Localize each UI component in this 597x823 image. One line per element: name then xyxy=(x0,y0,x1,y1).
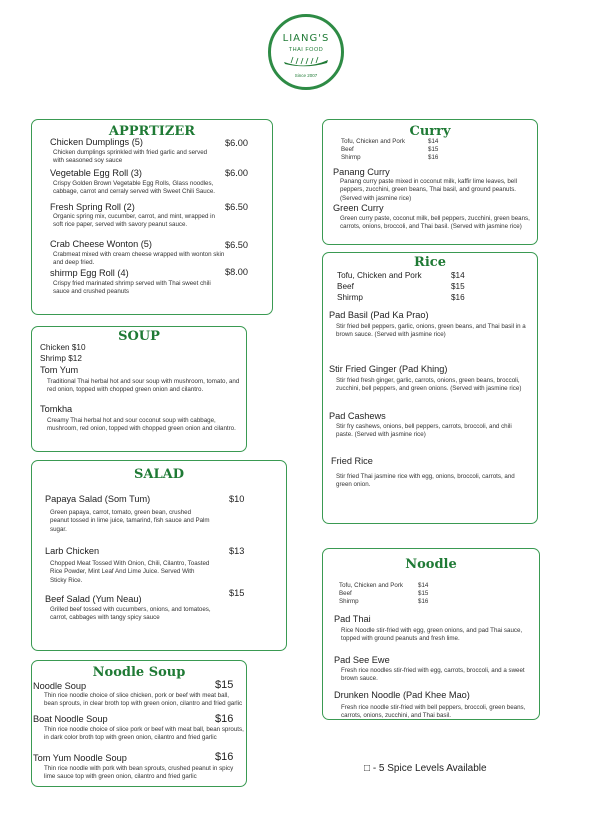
spice-level-note: □ - 5 Spice Levels Available xyxy=(364,763,487,774)
menu-item-price: $6.00 xyxy=(225,168,248,178)
menu-item-name: Tom Yum xyxy=(40,365,79,375)
protein-price: $15 xyxy=(428,146,439,153)
menu-item-name: Pad Thai xyxy=(334,614,371,624)
soup-price-chicken: Chicken $10 xyxy=(40,343,86,352)
menu-item-name: Crab Cheese Wonton (5) xyxy=(50,239,152,249)
menu-item-desc: Panang curry paste mixed in coconut milk, kaffir lime leaves, bell peppers, zucchini, green beans, Thai basil, and ground peanuts. (Served with jasmine rice) xyxy=(340,178,517,202)
protein-name: Tofu, Chicken and Pork xyxy=(337,271,422,280)
salad-heading: SALAD xyxy=(134,467,184,482)
menu-item-name: Vegetable Egg Roll (3) xyxy=(50,168,142,178)
menu-item-desc: Stir fried Thai jasmine rice with egg, onions, broccoli, carrots, and green onion. xyxy=(336,473,515,489)
menu-item-desc: Crabmeat mixed with cream cheese wrapped with wonton skin and deep fried. xyxy=(53,251,225,267)
menu-item-desc: Stir fry cashews, onions, bell peppers, carrots, broccoli, and chili paste. (Served with jasmine rice) xyxy=(336,423,512,439)
rice-heading: Rice xyxy=(414,255,446,270)
menu-item-name: Pad Basil (Pad Ka Prao) xyxy=(329,310,429,320)
restaurant-logo xyxy=(268,14,344,90)
protein-price: $15 xyxy=(451,282,465,291)
protein-name: Shirmp xyxy=(337,293,363,302)
menu-item-name: Beef Salad (Yum Neau) xyxy=(45,594,142,604)
rice-section xyxy=(322,252,538,524)
menu-item-desc: Green curry paste, coconut milk, bell peppers, zucchini, green beans, carrots, onions, broccoli, and Thai basil. (Served with jasmine rice) xyxy=(340,215,530,231)
protein-name: Tofu, Chicken and Pork xyxy=(339,582,403,589)
curry-section xyxy=(322,119,538,245)
menu-item-price: $6.50 xyxy=(225,202,248,212)
menu-item-name: Boat Noodle Soup xyxy=(33,714,108,724)
protein-price: $14 xyxy=(428,138,439,145)
menu-item-price: $13 xyxy=(229,546,245,556)
menu-item-price: $15 xyxy=(215,679,234,691)
protein-name: Shirmp xyxy=(341,154,361,161)
noodle-heading: Noodle xyxy=(405,557,457,572)
protein-price: $16 xyxy=(451,293,465,302)
menu-item-desc: Organic spring mix, cucumber, carrot, and mint, wrapped in soft rice paper, served with savory peanut sauce. xyxy=(53,213,215,229)
noodle-soup-heading: Noodle Soup xyxy=(92,665,186,680)
menu-item-desc: Green papaya, carrot, tomato, green bean, crushed peanut tossed in lime juice, tamarind, fish sauce and Palm sugar. xyxy=(50,509,210,533)
protein-name: Beef xyxy=(339,590,352,597)
menu-item-desc: Rice Noodle stir-fried with egg, green onions, and pad Thai sauce, topped with ground peanuts and fresh lime. xyxy=(341,627,523,643)
menu-item-desc: Grilled beef tossed with cucumbers, onions, and tomatoes, carrot, cabbages with tangy spicy sauce xyxy=(50,606,211,622)
protein-price: $16 xyxy=(418,598,429,605)
menu-item-desc: Stir fried bell peppers, garlic, onions, green beans, and Thai basil in a brown sauce. (Served with jasmine rice) xyxy=(336,323,526,339)
menu-item-name: Pad See Ewe xyxy=(334,655,390,665)
menu-item-name: Noodle Soup xyxy=(33,681,87,691)
menu-item-desc: Thin rice noodle choice of slice pork or beef with meat ball, bean sprouts, in dark color broth top with green onion, cilantro and fried garlic xyxy=(44,726,244,742)
menu-item-price: $16 xyxy=(215,713,234,725)
appetizer-section xyxy=(31,119,273,315)
menu-item-name: Papaya Salad (Som Tum) xyxy=(45,494,151,504)
menu-item-name: Green Curry xyxy=(333,203,384,213)
soup-section xyxy=(31,326,247,452)
menu-item-name: Pad Cashews xyxy=(329,411,386,421)
menu-item-name: Panang Curry xyxy=(333,167,390,177)
menu-item-desc: Traditional Thai herbal hot and sour soup with mushroom, tomato, and red onion, topped with chopped green onion and cilantro. xyxy=(47,378,240,394)
logo-subtitle: THAI FOOD xyxy=(288,47,324,53)
protein-price: $15 xyxy=(418,590,429,597)
menu-item-name: Drunken Noodle (Pad Khee Mao) xyxy=(334,690,470,700)
soup-heading: SOUP xyxy=(118,329,160,344)
protein-price: $14 xyxy=(451,271,465,280)
menu-item-name: Larb Chicken xyxy=(45,546,100,556)
menu-item-price: $6.00 xyxy=(225,138,248,148)
menu-item-name: shirmp Egg Roll (4) xyxy=(50,268,129,278)
salad-section xyxy=(31,460,287,651)
logo-since: Since 2007 xyxy=(294,73,318,78)
menu-item-desc: Fresh rice noodle stir-fried with bell peppers, broccoli, green beans, carrots, onions, zucchini, and Thai basil. xyxy=(341,704,526,720)
menu-item-price: $6.50 xyxy=(225,240,248,250)
protein-price: $16 xyxy=(428,154,439,161)
menu-item-desc: Crispy fried marinated shrimp served with Thai sweet chili sauce and crushed peanuts xyxy=(53,280,211,296)
longboat-icon xyxy=(283,56,329,68)
protein-price: $14 xyxy=(418,582,429,589)
menu-item-desc: Chicken dumplings sprinkled with fried garlic and served with seasoned soy sauce xyxy=(53,149,208,165)
menu-item-name: Chicken Dumplings (5) xyxy=(50,137,143,147)
menu-item-name: Tom Yum Noodle Soup xyxy=(33,753,127,763)
menu-item-desc: Chopped Meat Tossed With Onion, Chili, Cilantro, Toasted Rice Powder, Mint Leaf And Lime Juice. Served With Sticky Rice. xyxy=(50,560,210,584)
menu-item-desc: Fresh rice noodles stir-fried with egg, carrots, broccoli, and a sweet brown sauce. xyxy=(341,667,525,683)
protein-name: Shirmp xyxy=(339,598,359,605)
logo-title: LIANG'S xyxy=(282,33,330,44)
menu-item-desc: Crispy Golden Brown Vegetable Egg Rolls, Glass noodles, cabbage, carrot and cerraly served with Sweet Chili Sauce. xyxy=(53,180,215,196)
protein-name: Beef xyxy=(337,282,354,291)
menu-item-name: Stir Fried Ginger (Pad Khing) xyxy=(329,364,448,374)
menu-item-price: $15 xyxy=(229,588,245,598)
menu-item-price: $16 xyxy=(215,751,234,763)
appetizer-heading: APPRTIZER xyxy=(108,124,196,139)
menu-item-name: Tomkha xyxy=(40,404,73,414)
menu-item-price: $8.00 xyxy=(225,267,248,277)
menu-item-price: $10 xyxy=(229,494,245,504)
noodle-section xyxy=(322,548,540,720)
soup-price-shrimp: Shrimp $12 xyxy=(40,354,82,363)
menu-item-desc: Thin rice noodle choice of slice chicken, pork or beef with meat ball, bean sprouts, in clear broth top with green onion, cilantro and fried garlic xyxy=(44,692,243,708)
menu-item-desc: Stir fried fresh ginger, garlic, carrots, onions, green beans, broccoli, zucchini, bell peppers, and green onions. (Served with jasmine rice) xyxy=(336,377,522,393)
protein-name: Tofu, Chicken and Pork xyxy=(341,138,405,145)
menu-item-name: Fresh Spring Roll (2) xyxy=(50,202,135,212)
menu-item-name: Fried Rice xyxy=(331,456,373,466)
noodle-soup-section xyxy=(31,660,247,787)
protein-name: Beef xyxy=(341,146,354,153)
menu-item-desc: Creamy Thai herbal hot and sour coconut soup with cabbage, mushroom, red onion, topped with chopped green onion and cilantro. xyxy=(47,417,236,433)
menu-item-desc: Thin rice noodle with pork with bean sprouts, crushed peanut in spicy lime sauce top with green onion, cilantro and fried garlic xyxy=(44,765,234,781)
curry-heading: Curry xyxy=(409,124,451,139)
